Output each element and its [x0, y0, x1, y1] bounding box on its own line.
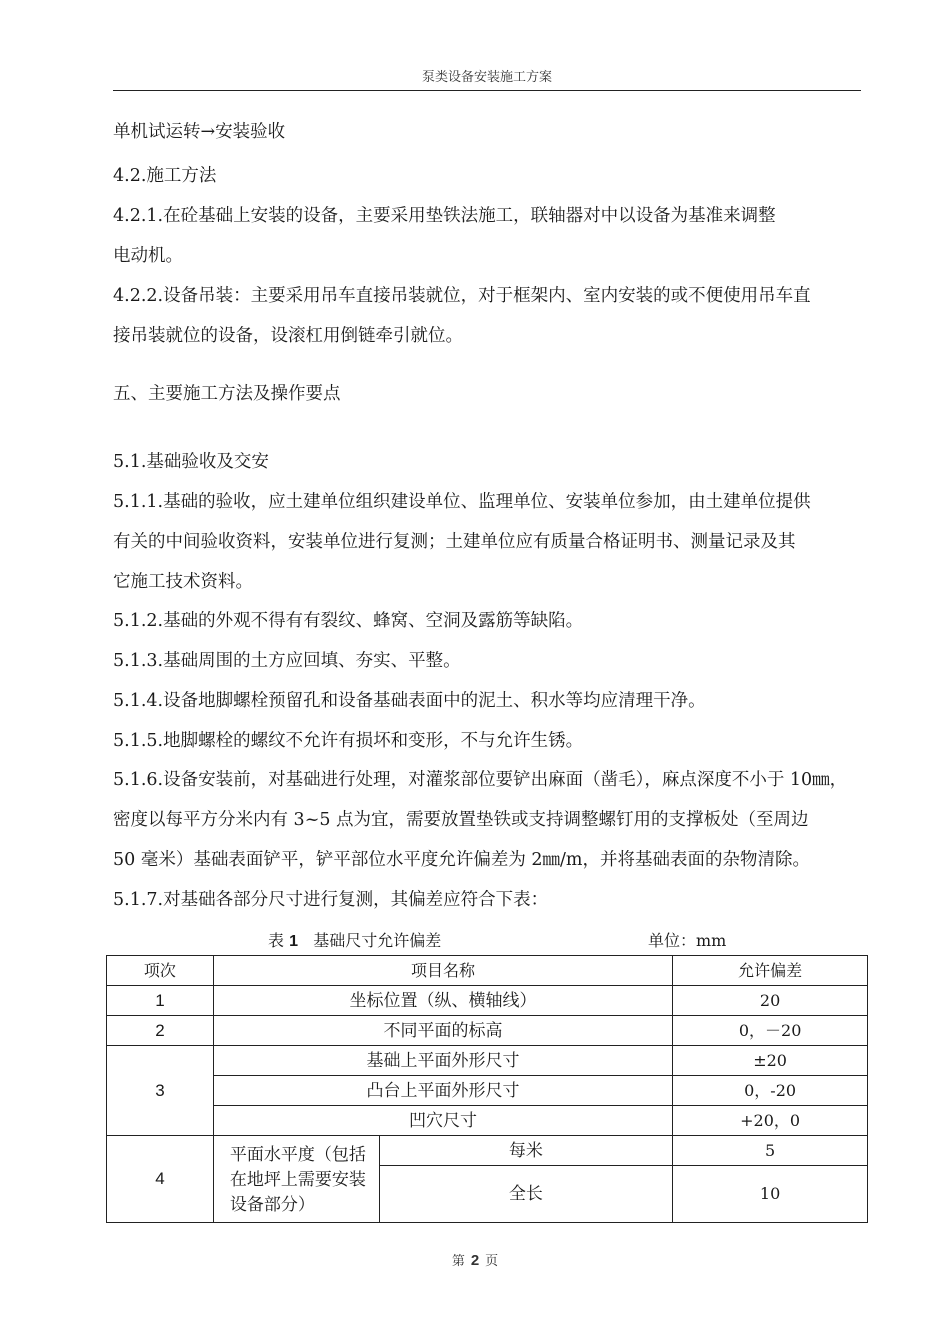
text-line: 5.1.1.基础的验收，应土建单位组织建设单位、监理单位、安装单位参加，由土建单位提供 — [113, 492, 811, 512]
footer-suffix: 页 — [485, 1254, 499, 1269]
item-name: 基础上平面外形尺寸 — [213, 1046, 672, 1076]
item-name: 全长 — [379, 1166, 673, 1223]
table-caption — [268, 928, 441, 951]
row-number: 2 — [107, 1016, 214, 1046]
tolerance-value: 5 — [673, 1136, 868, 1166]
text-line: 5.1.7.对基础各部分尺寸进行复测，其偏差应符合下表： — [113, 890, 549, 910]
text-line: 4.2.1.在砼基础上安装的设备，主要采用垫铁法施工，联轴器对中以设备为基准来调整 — [113, 206, 776, 226]
table-header-row — [107, 956, 868, 986]
table-row — [107, 1076, 868, 1106]
row-number: 1 — [107, 986, 214, 1016]
section-heading: 4.2.施工方法 — [113, 166, 217, 186]
text-line: 它施工技术资料。 — [113, 572, 253, 592]
text-line: 有关的中间验收资料，安装单位进行复测；土建单位应有质量合格证明书、测量记录及其 — [113, 532, 796, 552]
table-row — [107, 1046, 868, 1076]
table-unit: 单位：mm — [648, 931, 727, 950]
row-number: 3 — [107, 1046, 214, 1136]
chapter-heading: 五、主要施工方法及操作要点 — [113, 384, 341, 404]
header-cell: 项次 — [107, 956, 214, 986]
tolerance-value: 0，-20 — [673, 1076, 868, 1106]
item-name: 凸台上平面外形尺寸 — [213, 1076, 672, 1106]
footer-prefix: 第 — [451, 1254, 465, 1269]
header-cell: 允许偏差 — [673, 956, 868, 986]
item-name: 不同平面的标高 — [213, 1016, 672, 1046]
item-name: 每米 — [379, 1136, 673, 1166]
caption-title: 基础尺寸允许偏差 — [313, 931, 442, 950]
header-cell: 项目名称 — [213, 956, 672, 986]
caption-number: 1 — [289, 933, 299, 950]
item-name: 坐标位置（纵、横轴线） — [213, 986, 672, 1016]
text-line: 5.1.4.设备地脚螺栓预留孔和设备基础表面中的泥土、积水等均应清理干净。 — [113, 691, 706, 711]
tolerance-value: ±20 — [673, 1046, 868, 1076]
tolerance-value: 10 — [673, 1166, 868, 1223]
page-header — [113, 68, 861, 91]
text-line: 4.2.2.设备吊装：主要采用吊车直接吊装就位，对于框架内、室内安装的或不便使用吊车直 — [113, 286, 811, 306]
table-row — [107, 986, 868, 1016]
text-line: 电动机。 — [113, 246, 183, 266]
text-line: 密度以每平方分米内有 3~5 点为宜，需要放置垫铁或支持调整螺钉用的支撑板处（至周边 — [113, 810, 809, 830]
table-row — [107, 1016, 868, 1046]
text-line: 5.1.6.设备安装前，对基础进行处理，对灌浆部位要铲出麻面（凿毛），麻点深度不小于 10㎜， — [113, 770, 848, 790]
page-footer — [0, 1250, 950, 1269]
table-row — [107, 1136, 868, 1166]
tolerance-value: 0，－20 — [673, 1016, 868, 1046]
text-line: 50 毫米）基础表面铲平，铲平部位水平度允许偏差为 2㎜/m，并将基础表面的杂物清除。 — [113, 850, 811, 870]
text-line: 单机试运转→安装验收 — [113, 122, 286, 142]
page-number: 2 — [470, 1252, 480, 1269]
item-name: 凹穴尺寸 — [213, 1106, 672, 1136]
item-group-name: 平面水平度（包括在地坪上需要安装设备部分） — [213, 1136, 379, 1223]
caption-prefix: 表 — [268, 931, 285, 950]
text-line: 5.1.5.地脚螺栓的螺纹不允许有损坏和变形，不与允许生锈。 — [113, 731, 584, 751]
row-number: 4 — [107, 1136, 214, 1223]
tolerance-table — [106, 955, 868, 1223]
tolerance-value: +20，0 — [673, 1106, 868, 1136]
text-line: 接吊装就位的设备，设滚杠用倒链牵引就位。 — [113, 326, 463, 346]
section-heading: 5.1.基础验收及交安 — [113, 452, 269, 472]
text-line: 5.1.3.基础周围的土方应回填、夯实、平整。 — [113, 651, 461, 671]
tolerance-value: 20 — [673, 986, 868, 1016]
text-line: 5.1.2.基础的外观不得有有裂纹、蜂窝、空洞及露筋等缺陷。 — [113, 611, 584, 631]
header-title: 泵类设备安装施工方案 — [421, 70, 552, 85]
table-row — [107, 1106, 868, 1136]
